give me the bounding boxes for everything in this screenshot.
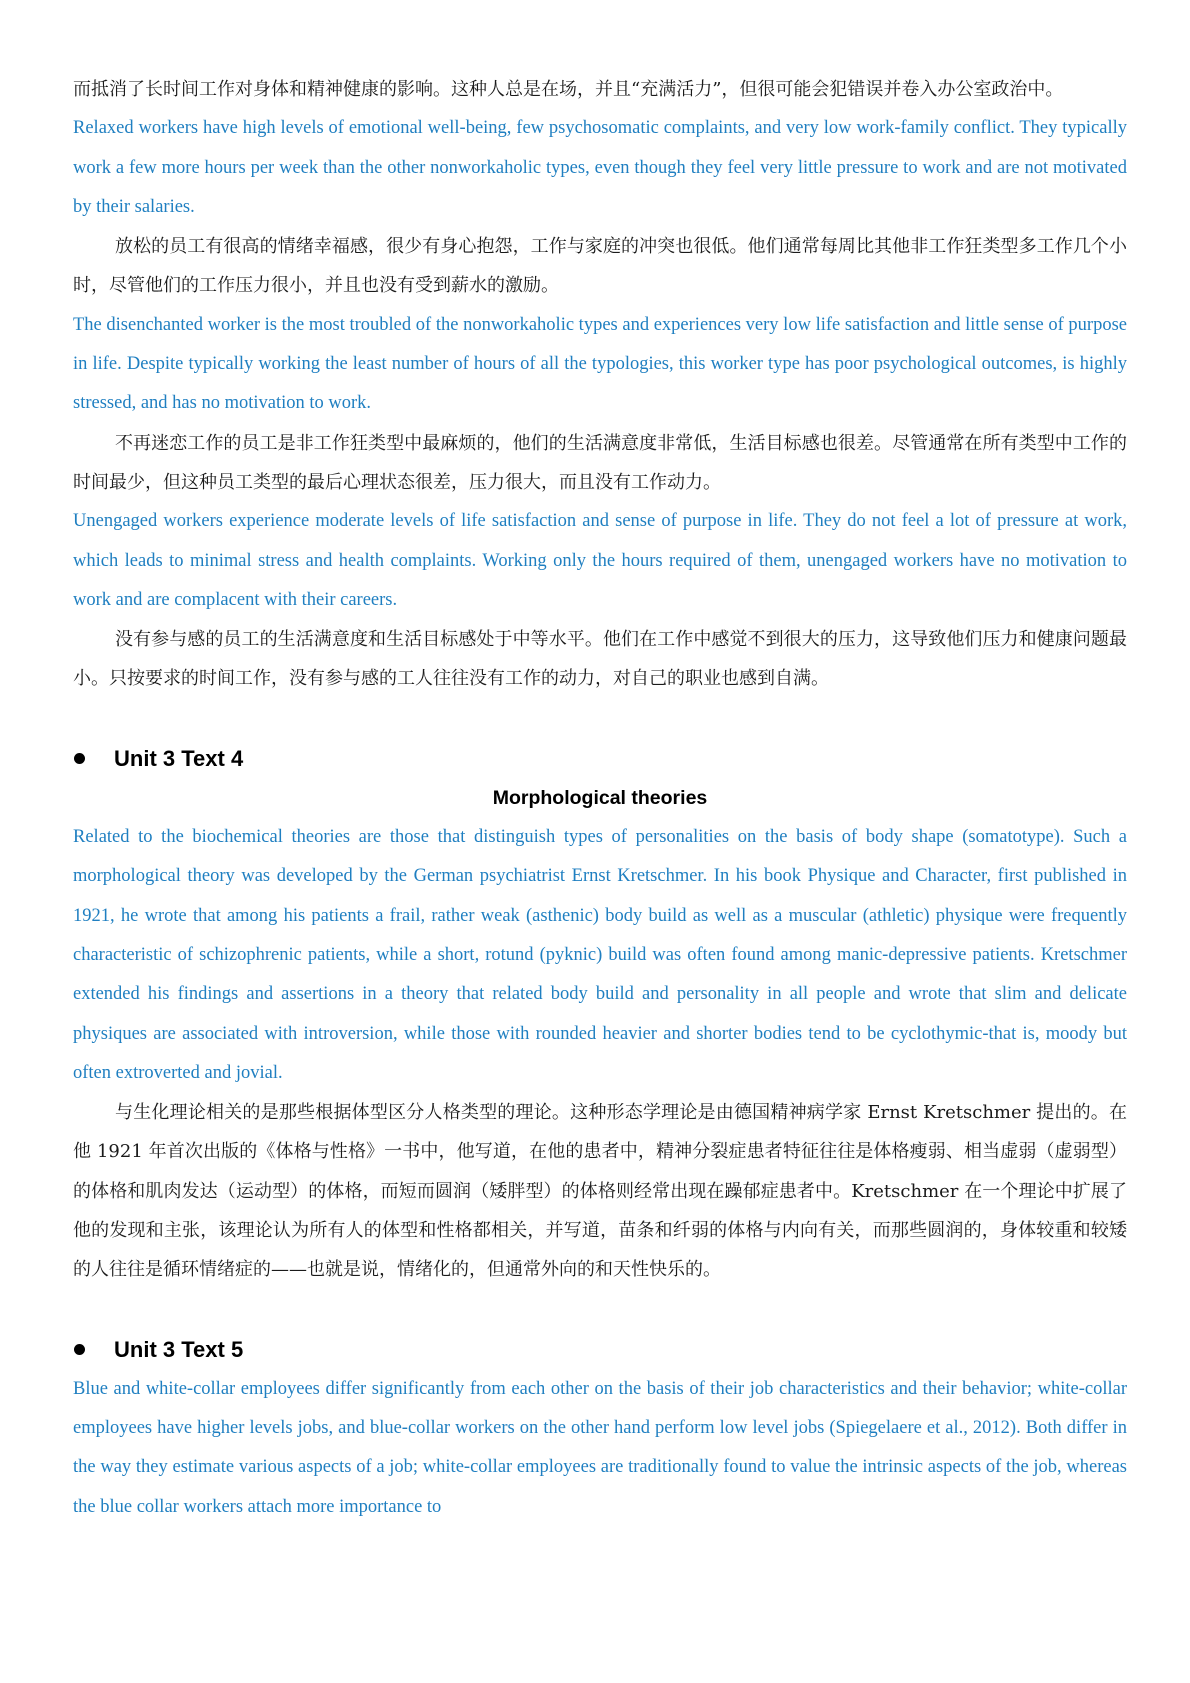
text4-chinese-paragraph: 与生化理论相关的是那些根据体型区分人格类型的理论。这种形态学理论是由德国精神病学家 Ernst Kretschmer 提出的。在他 1921 年首次出版的《体格与性格》一书中，他写道，在他的患者中，精神分裂症患者特征往往是体格瘦弱、相当虚弱（虚弱型）的体格和肌肉发达（运动型）的体格，而短而圆润（矮胖型）的体格则经常出现在躁郁症患者中。Kretschmer 在一个理论中扩展了他的发现和主张，该理论认为所有人的体型和性格都相关，并写道，苗条和纤弱的体格与内向有关，而那些圆润的，身体较重和较矮的人往往是循环情绪症的——也就是说，情绪化的，但通常外向的和天性快乐的。 <box>73 1102 1127 1281</box>
text3-relaxed-english: Relaxed workers have high levels of emotional well-being, few psychosomatic complaints, and very low work-family conflict. They typically work a few more hours per week than the other nonworkaholic types, even though they feel very little pressure to work and are not motivated by their salaries. <box>73 118 1127 217</box>
text3-disenchanted-chinese: 不再迷恋工作的员工是非工作狂类型中最麻烦的，他们的生活满意度非常低，生活目标感也很差。尽管通常在所有类型中工作的时间最少，但这种员工类型的最后心理状态很差，压力很大，而且没有工作动力。 <box>73 432 1127 493</box>
text3-relaxed-chinese: 放松的员工有很高的情绪幸福感，很少有身心抱怨，工作与家庭的冲突也很低。他们通常每周比其他非工作狂类型多工作几个小时，尽管他们的工作压力很小，并且也没有受到薪水的激励。 <box>73 236 1127 297</box>
bullet-dot-icon <box>74 1344 85 1355</box>
section-spacer <box>73 699 1127 739</box>
document-page <box>73 70 1127 1527</box>
bullet-dot-icon <box>74 753 85 764</box>
unit3-text4-heading-label: Unit 3 Text 4 <box>114 745 244 771</box>
text4-title: Morphological theories <box>492 786 708 809</box>
text3-unengaged-chinese: 没有参与感的员工的生活满意度和生活目标感处于中等水平。他们在工作中感觉不到很大的压力，这导致他们压力和健康问题最小。只按要求的时间工作，没有参与感的工人往往没有工作的动力，对自己的职业也感到自满。 <box>73 629 1127 690</box>
text5-english-paragraph: Blue and white-collar employees differ significantly from each other on the basis of their job characteristics and their behavior; white-collar employees have higher levels jobs, and blue-collar workers on the other hand perform low level jobs (Spiegelaere et al., 2012). Both differ in the way they estimate various aspects of a job; white-collar employees are traditionally found to value the intrinsic aspects of the job, whereas the blue collar workers attach more importance to <box>73 1378 1127 1517</box>
unit3-text4-heading <box>73 739 1127 779</box>
text3-chinese-carryover: 而抵消了长时间工作对身体和精神健康的影响。这种人总是在场，并且“充满活力”，但很可能会犯错误并卷入办公室政治中。 <box>73 79 1064 100</box>
text3-unengaged-english: Unengaged workers experience moderate levels of life satisfaction and sense of purpose in life. They do not feel a lot of pressure at work, which leads to minimal stress and health complaints. Working only the hours required of them, unengaged workers have no motivation to work and are complacent with their careers. <box>73 511 1127 610</box>
section-spacer <box>73 1290 1127 1330</box>
unit3-text5-heading <box>73 1330 1127 1370</box>
text4-english-paragraph: Related to the biochemical theories are those that distinguish types of personalities on the basis of body shape (somatotype). Such a morphological theory was developed by the German psychiatrist Ernst Kretschmer. In his book Physique and Character, first published in 1921, he wrote that among his patients a frail, rather weak (asthenic) body build as well as a muscular (athletic) physique were frequently characteristic of schizophrenic patients, while a short, rotund (pyknic) build was often found among manic-depressive patients. Kretschmer extended his findings and assertions in a theory that related body build and personality in all people and wrote that slim and delicate physiques are associated with introversion, while those with rounded heavier and shorter bodies tend to be cyclothymic-that is, moody but often extroverted and jovial. <box>73 827 1127 1083</box>
text3-disenchanted-english: The disenchanted worker is the most troubled of the nonworkaholic types and experiences very low life satisfaction and little sense of purpose in life. Despite typically working the least number of hours of all the typologies, this worker type has poor psychological outcomes, is highly stressed, and has no motivation to work. <box>73 314 1127 414</box>
unit3-text5-heading-label: Unit 3 Text 5 <box>114 1336 244 1362</box>
